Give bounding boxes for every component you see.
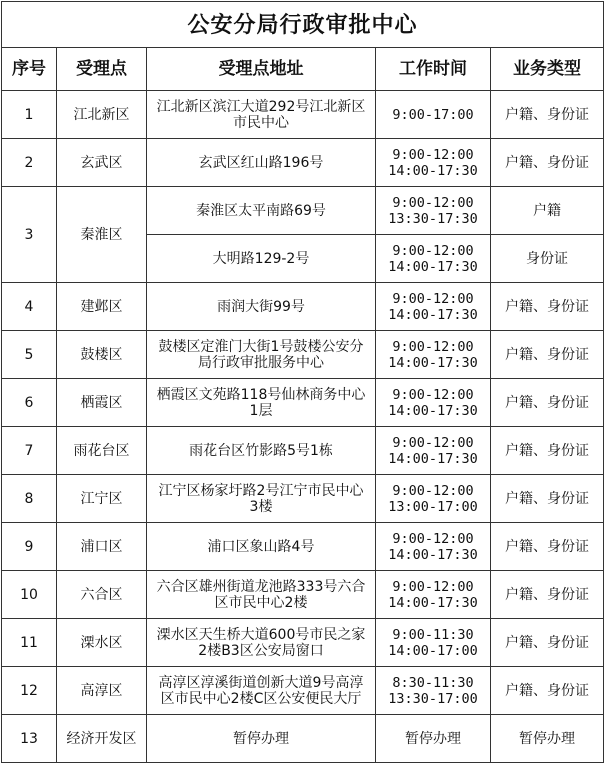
table-row [2,331,604,379]
header-address: 受理点地址 [147,48,376,91]
cell-type: 户籍、身份证 [491,475,604,523]
cell-address: 暂停办理 [147,715,376,763]
cell-hours: 9:00-12:00 14:00-17:30 [376,235,491,283]
cell-seq: 3 [2,187,57,283]
cell-point: 经济开发区 [57,715,147,763]
cell-point: 高淳区 [57,667,147,715]
table-row [2,139,604,187]
header-seq: 序号 [2,48,57,91]
cell-type: 户籍、身份证 [491,331,604,379]
cell-hours: 9:00-12:00 14:00-17:30 [376,427,491,475]
cell-seq: 11 [2,619,57,667]
cell-hours: 9:00-12:00 14:00-17:30 [376,379,491,427]
cell-address: 秦淮区太平南路69号 [147,187,376,235]
cell-point: 江北新区 [57,91,147,139]
cell-type: 户籍、身份证 [491,283,604,331]
header-hours: 工作时间 [376,48,491,91]
cell-type: 户籍、身份证 [491,379,604,427]
cell-seq: 10 [2,571,57,619]
table-row [2,379,604,427]
cell-type: 户籍、身份证 [491,523,604,571]
cell-point: 鼓楼区 [57,331,147,379]
cell-address: 栖霞区文苑路118号仙林商务中心 1层 [147,379,376,427]
cell-seq: 4 [2,283,57,331]
cell-type: 户籍、身份证 [491,619,604,667]
cell-type: 户籍、身份证 [491,427,604,475]
cell-seq: 2 [2,139,57,187]
cell-hours: 9:00-12:00 13:30-17:30 [376,187,491,235]
cell-hours: 9:00-12:00 13:00-17:00 [376,475,491,523]
cell-type: 身份证 [491,235,604,283]
table-row [2,427,604,475]
cell-point: 六合区 [57,571,147,619]
cell-address: 江北新区滨江大道292号江北新区 市民中心 [147,91,376,139]
cell-type: 暂停办理 [491,715,604,763]
cell-hours: 暂停办理 [376,715,491,763]
cell-type: 户籍、身份证 [491,91,604,139]
cell-seq: 8 [2,475,57,523]
cell-point: 栖霞区 [57,379,147,427]
header-type: 业务类型 [491,48,604,91]
cell-address: 雨花台区竹影路5号1栋 [147,427,376,475]
cell-seq: 1 [2,91,57,139]
cell-point: 建邺区 [57,283,147,331]
cell-address: 雨润大街99号 [147,283,376,331]
cell-seq: 6 [2,379,57,427]
cell-type: 户籍、身份证 [491,139,604,187]
cell-hours: 9:00-12:00 14:00-17:30 [376,283,491,331]
cell-address: 六合区雄州街道龙池路333号六合 区市民中心2楼 [147,571,376,619]
table-row [2,619,604,667]
cell-address: 溧水区天生桥大道600号市民之家 2楼B3区公安局窗口 [147,619,376,667]
cell-address: 玄武区红山路196号 [147,139,376,187]
cell-type: 户籍 [491,187,604,235]
cell-hours: 9:00-11:30 14:00-17:00 [376,619,491,667]
cell-point: 江宁区 [57,475,147,523]
header-point: 受理点 [57,48,147,91]
cell-hours: 9:00-17:00 [376,91,491,139]
page-title: 公安分局行政审批中心 [2,2,604,48]
cell-hours: 9:00-12:00 14:00-17:30 [376,139,491,187]
cell-seq: 9 [2,523,57,571]
table-row [2,667,604,715]
service-points-table [1,1,604,763]
table-row [2,523,604,571]
cell-address: 高淳区淳溪街道创新大道9号高淳 区市民中心2楼C区公安便民大厅 [147,667,376,715]
cell-type: 户籍、身份证 [491,667,604,715]
cell-seq: 13 [2,715,57,763]
cell-address: 浦口区象山路4号 [147,523,376,571]
table-row [2,571,604,619]
cell-hours: 9:00-12:00 14:00-17:30 [376,571,491,619]
table-row [2,91,604,139]
cell-hours: 9:00-12:00 14:00-17:30 [376,331,491,379]
cell-seq: 5 [2,331,57,379]
cell-point: 雨花台区 [57,427,147,475]
table-row [2,715,604,763]
cell-hours: 9:00-12:00 14:00-17:30 [376,523,491,571]
cell-address: 大明路129-2号 [147,235,376,283]
cell-point: 浦口区 [57,523,147,571]
cell-point: 玄武区 [57,139,147,187]
cell-type: 户籍、身份证 [491,571,604,619]
cell-seq: 12 [2,667,57,715]
table-row [2,283,604,331]
cell-seq: 7 [2,427,57,475]
cell-hours: 8:30-11:30 13:30-17:00 [376,667,491,715]
table-row [2,187,604,235]
table-row [2,475,604,523]
cell-address: 鼓楼区定淮门大街1号鼓楼公安分 局行政审批服务中心 [147,331,376,379]
cell-point: 溧水区 [57,619,147,667]
cell-point: 秦淮区 [57,187,147,283]
cell-address: 江宁区杨家圩路2号江宁市民中心 3楼 [147,475,376,523]
